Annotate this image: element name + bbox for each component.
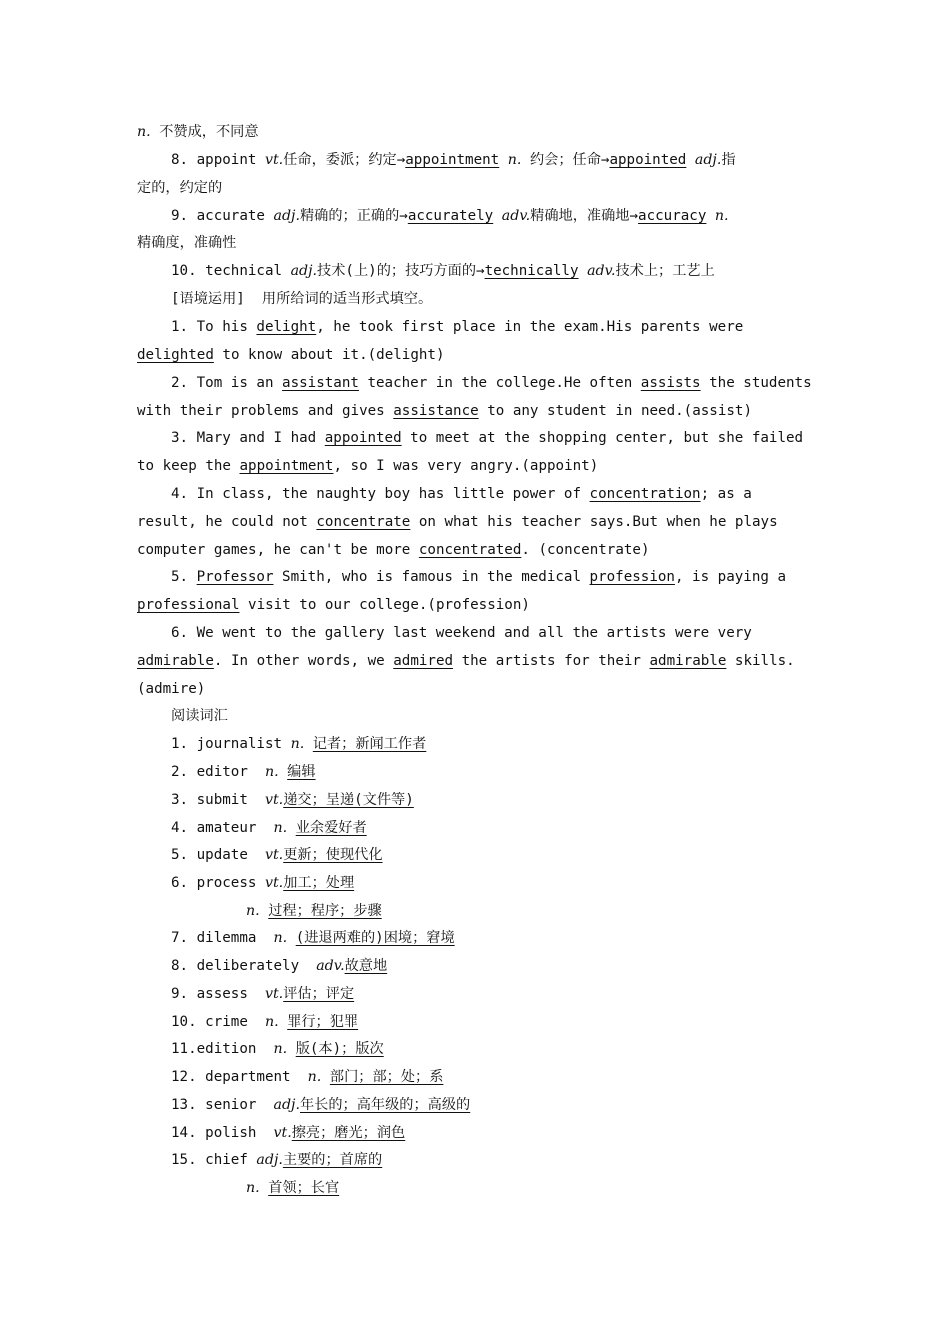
answer-blank: 故意地 bbox=[344, 958, 388, 974]
text-line bbox=[137, 345, 445, 365]
text-segment: 8. deliberately bbox=[171, 958, 317, 974]
answer-blank: appointed bbox=[609, 152, 687, 168]
text-segment: 指 bbox=[721, 152, 736, 168]
text-segment: 阅读词汇 bbox=[171, 708, 228, 724]
text-line bbox=[171, 790, 414, 810]
answer-blank: Professor bbox=[196, 569, 274, 585]
text-segment: 技术(上)的；技巧方面的→ bbox=[317, 263, 485, 279]
text-segment: 2. Tom is an bbox=[171, 375, 283, 391]
text-segment: visit to our college.(profession) bbox=[239, 597, 530, 613]
answer-blank: 年长的；高年级的；高级的 bbox=[299, 1097, 471, 1113]
part-of-speech: n. bbox=[246, 1180, 260, 1196]
text-line bbox=[171, 150, 736, 170]
answer-blank: profession bbox=[589, 569, 675, 585]
text-line bbox=[171, 1095, 470, 1115]
part-of-speech: n. bbox=[273, 930, 288, 946]
text-segment: 1. journalist bbox=[171, 736, 291, 752]
answer-blank: accuracy bbox=[638, 208, 707, 224]
answer-blank: 更新；使现代化 bbox=[283, 847, 383, 863]
text-segment: Smith, who is famous in the medical bbox=[273, 569, 590, 585]
text-segment: 7. dilemma bbox=[171, 930, 274, 946]
text-segment bbox=[287, 930, 296, 946]
part-of-speech: vt. bbox=[264, 152, 284, 168]
answer-blank: assistant bbox=[282, 375, 359, 391]
text-segment: 约会；任命→ bbox=[521, 152, 610, 168]
text-segment: to know about it.(delight) bbox=[213, 347, 445, 363]
part-of-speech: adv. bbox=[316, 958, 345, 974]
text-line bbox=[171, 928, 455, 948]
text-line bbox=[171, 706, 228, 726]
text-segment: 不赞成，不同意 bbox=[150, 124, 259, 140]
text-line bbox=[171, 317, 743, 337]
text-segment: 精确度，准确性 bbox=[137, 235, 237, 251]
text-segment: the students bbox=[700, 375, 812, 391]
text-segment: 4. In class, the naughty boy has little power of bbox=[171, 486, 590, 502]
text-line bbox=[246, 901, 382, 921]
part-of-speech: n. bbox=[264, 1014, 279, 1030]
text-line bbox=[137, 595, 530, 615]
answer-blank: assists bbox=[640, 375, 701, 391]
text-segment: result, he could not bbox=[137, 514, 317, 530]
text-segment bbox=[260, 903, 269, 919]
answer-blank: delight bbox=[256, 319, 317, 335]
text-segment: , so I was very angry.(appoint) bbox=[333, 458, 599, 474]
text-segment bbox=[579, 263, 588, 279]
answer-blank: admirable bbox=[137, 653, 214, 669]
text-segment bbox=[279, 764, 288, 780]
part-of-speech: adj. bbox=[273, 208, 300, 224]
answer-blank: admired bbox=[393, 653, 454, 669]
text-segment bbox=[304, 736, 313, 752]
text-line bbox=[137, 401, 752, 421]
part-of-speech: n. bbox=[246, 903, 260, 919]
text-segment bbox=[260, 1180, 269, 1196]
text-segment: to keep the bbox=[137, 458, 240, 474]
text-segment: with their problems and gives bbox=[137, 403, 394, 419]
part-of-speech: n. bbox=[714, 208, 729, 224]
answer-blank: delighted bbox=[137, 347, 214, 363]
text-line bbox=[246, 1178, 339, 1198]
answer-blank: appointment bbox=[405, 152, 500, 168]
text-segment: 3. Mary and I had bbox=[171, 430, 325, 446]
text-segment: 9. assess bbox=[171, 986, 265, 1002]
part-of-speech: n. bbox=[507, 152, 522, 168]
answer-blank: 部门；部；处；系 bbox=[329, 1069, 444, 1085]
answer-blank: professional bbox=[137, 597, 240, 613]
text-segment bbox=[321, 1069, 330, 1085]
text-segment: 5. bbox=[171, 569, 197, 585]
part-of-speech: vt. bbox=[264, 875, 284, 891]
text-line bbox=[171, 289, 432, 309]
part-of-speech: n. bbox=[273, 820, 288, 836]
part-of-speech: adv. bbox=[587, 263, 616, 279]
answer-blank: concentrate bbox=[316, 514, 411, 530]
answer-blank: (进退两难的)困境；窘境 bbox=[295, 930, 455, 946]
text-line bbox=[137, 178, 222, 198]
text-segment: 13. senior bbox=[171, 1097, 274, 1113]
text-line bbox=[171, 1039, 384, 1059]
part-of-speech: adj. bbox=[694, 152, 722, 168]
text-segment: 4. amateur bbox=[171, 820, 274, 836]
answer-blank: 评估；评定 bbox=[283, 986, 355, 1002]
answer-blank: 业余爱好者 bbox=[295, 820, 367, 836]
text-line bbox=[171, 373, 812, 393]
answer-blank: 版(本)；版次 bbox=[295, 1041, 384, 1057]
text-segment: 12. department bbox=[171, 1069, 308, 1085]
part-of-speech: vt. bbox=[264, 847, 284, 863]
text-segment: 15. chief bbox=[171, 1152, 257, 1168]
text-segment: 5. update bbox=[171, 847, 265, 863]
text-segment bbox=[686, 152, 695, 168]
text-line bbox=[137, 651, 795, 671]
text-segment: 8. appoint bbox=[171, 152, 265, 168]
part-of-speech: vt. bbox=[264, 792, 284, 808]
text-segment: 精确地，准确地→ bbox=[530, 208, 639, 224]
answer-blank: 过程；程序；步骤 bbox=[268, 903, 382, 919]
text-segment: [语境运用] 用所给词的适当形式填空。 bbox=[171, 291, 433, 307]
text-line bbox=[171, 206, 729, 226]
answer-blank: technically bbox=[484, 263, 579, 279]
text-line bbox=[171, 956, 387, 976]
text-line bbox=[171, 873, 354, 893]
part-of-speech: n. bbox=[137, 124, 151, 140]
answer-blank: appointed bbox=[324, 430, 402, 446]
text-line bbox=[137, 456, 598, 476]
text-segment: 11.edition bbox=[171, 1041, 274, 1057]
text-line bbox=[171, 1067, 443, 1087]
answer-blank: concentration bbox=[589, 486, 701, 502]
answer-blank: 记者；新闻工作者 bbox=[312, 736, 427, 752]
answer-blank: 递交；呈递(文件等) bbox=[283, 792, 414, 808]
text-segment: to meet at the shopping center, but she failed bbox=[401, 430, 804, 446]
part-of-speech: n. bbox=[264, 764, 279, 780]
text-segment: (admire) bbox=[137, 681, 206, 697]
text-segment bbox=[706, 208, 715, 224]
text-segment bbox=[287, 820, 296, 836]
text-line bbox=[171, 1012, 358, 1032]
answer-blank: 罪行；犯罪 bbox=[287, 1014, 359, 1030]
text-segment: 9. accurate bbox=[171, 208, 274, 224]
text-segment: computer games, he can't be more bbox=[137, 542, 419, 558]
answer-blank: assistance bbox=[393, 403, 479, 419]
text-segment bbox=[287, 1041, 296, 1057]
text-line bbox=[137, 233, 236, 253]
text-line bbox=[171, 734, 426, 754]
text-line bbox=[137, 540, 650, 560]
text-segment: to any student in need.(assist) bbox=[478, 403, 753, 419]
text-segment bbox=[499, 152, 508, 168]
text-segment: 14. polish bbox=[171, 1125, 274, 1141]
text-line bbox=[171, 1123, 405, 1143]
answer-blank: 加工；处理 bbox=[283, 875, 355, 891]
part-of-speech: vt. bbox=[264, 986, 284, 1002]
text-segment: . (concentrate) bbox=[521, 542, 650, 558]
text-line bbox=[171, 1150, 382, 1170]
answer-blank: concentrated bbox=[418, 542, 522, 558]
part-of-speech: adj. bbox=[256, 1152, 283, 1168]
answer-blank: appointment bbox=[239, 458, 334, 474]
text-segment: 2. editor bbox=[171, 764, 265, 780]
part-of-speech: n. bbox=[307, 1069, 322, 1085]
answer-blank: accurately bbox=[407, 208, 494, 224]
text-segment: , he took first place in the exam.His parents were bbox=[316, 319, 744, 335]
text-segment: 6. We went to the gallery last weekend and all the artists were very bbox=[171, 625, 752, 641]
answer-blank: 擦亮；磨光；润色 bbox=[291, 1125, 406, 1141]
text-line bbox=[171, 818, 367, 838]
text-segment bbox=[493, 208, 502, 224]
text-line bbox=[171, 484, 752, 504]
text-segment: 1. To his bbox=[171, 319, 257, 335]
text-line bbox=[171, 428, 803, 448]
text-segment: 10. crime bbox=[171, 1014, 265, 1030]
text-segment: 精确的；正确的→ bbox=[299, 208, 408, 224]
text-line bbox=[171, 845, 383, 865]
text-segment: skills. bbox=[726, 653, 795, 669]
text-segment: on what his teacher says.But when he plays bbox=[410, 514, 778, 530]
text-line bbox=[171, 567, 786, 587]
text-segment: ; as a bbox=[700, 486, 752, 502]
text-line bbox=[171, 261, 715, 281]
answer-blank: 编辑 bbox=[287, 764, 316, 780]
text-segment: 技术上；工艺上 bbox=[615, 263, 715, 279]
text-segment: , is paying a bbox=[674, 569, 787, 585]
part-of-speech: adj. bbox=[290, 263, 318, 279]
text-segment bbox=[279, 1014, 288, 1030]
answer-blank: 主要的；首席的 bbox=[282, 1152, 383, 1168]
part-of-speech: adj. bbox=[273, 1097, 300, 1113]
text-segment: teacher in the college.He often bbox=[358, 375, 641, 391]
text-line bbox=[137, 122, 259, 142]
answer-blank: 首领；长官 bbox=[268, 1180, 340, 1196]
part-of-speech: vt. bbox=[273, 1125, 292, 1141]
text-segment: 任命，委派；约定→ bbox=[283, 152, 406, 168]
text-segment: . In other words, we bbox=[213, 653, 394, 669]
part-of-speech: n. bbox=[290, 736, 305, 752]
text-line bbox=[137, 679, 205, 699]
answer-blank: admirable bbox=[649, 653, 727, 669]
text-line bbox=[171, 984, 354, 1004]
text-segment: the artists for their bbox=[453, 653, 650, 669]
text-segment: 6. process bbox=[171, 875, 265, 891]
text-line bbox=[171, 623, 752, 643]
part-of-speech: n. bbox=[273, 1041, 288, 1057]
text-segment: 10. technical bbox=[171, 263, 291, 279]
part-of-speech: adv. bbox=[501, 208, 531, 224]
text-segment: 定的，约定的 bbox=[137, 180, 223, 196]
text-line bbox=[171, 762, 316, 782]
text-line bbox=[137, 512, 778, 532]
text-segment: 3. submit bbox=[171, 792, 265, 808]
